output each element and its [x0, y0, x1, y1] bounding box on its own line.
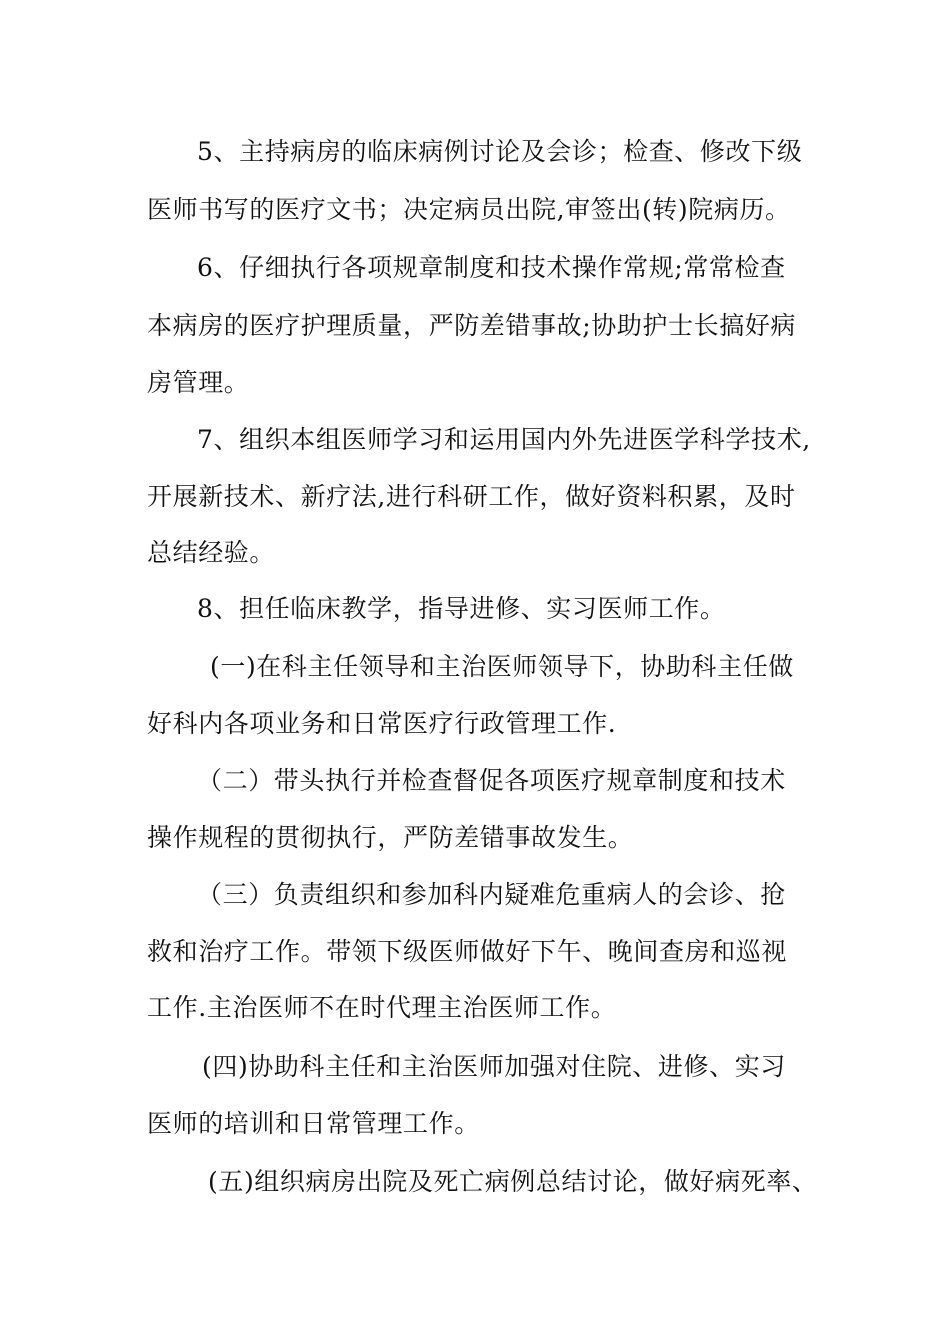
- text-line: 医师书写的医疗文书；决定病员出院,审签出(转)院病历。: [147, 195, 791, 224]
- text-line: 本病房的医疗护理质量，严防差错事故;协助护士长搞好病: [147, 311, 797, 340]
- text-line: 医师的培训和日常管理工作。: [147, 1109, 480, 1138]
- text-line: (四)协助科主任和主治医师加强对住院、进修、实习: [202, 1052, 786, 1081]
- text-line: 好科内各项业务和日常医疗行政管理工作.: [147, 709, 617, 738]
- text-line: 5、主持病房的临床病例讨论及会诊；检查、修改下级: [197, 137, 803, 166]
- text-line: 6、仔细执行各项规章制度和技术操作常规;常常检查: [197, 253, 786, 282]
- text-line: 操作规程的贯彻执行，严防差错事故发生。: [147, 823, 634, 852]
- text-line: 7、组织本组医师学习和运用国内外先进医学科学技术,: [197, 425, 811, 454]
- text-line: 开展新技术、新疗法,进行科研工作，做好资料积累，及时: [147, 482, 796, 511]
- text-line: 房管理。: [147, 368, 250, 397]
- text-line: （三）负责组织和参加科内疑难危重病人的会诊、抢: [197, 880, 786, 909]
- text-line: 8、担任临床教学，指导进修、实习医师工作。: [197, 594, 726, 623]
- text-line: 救和治疗工作。带领下级医师做好下午、晚间查房和巡视: [147, 937, 788, 966]
- text-line: (一)在科主任领导和主治医师领导下，协助科主任做: [210, 652, 794, 681]
- text-line: (五)组织病房出院及死亡病例总结讨论，做好病死率、: [208, 1167, 818, 1196]
- text-line: （二）带头执行并检查督促各项医疗规章制度和技术: [197, 766, 786, 795]
- text-line: 总结经验。: [147, 538, 276, 567]
- text-line: 工作.主治医师不在时代理主治医师工作。: [147, 993, 617, 1022]
